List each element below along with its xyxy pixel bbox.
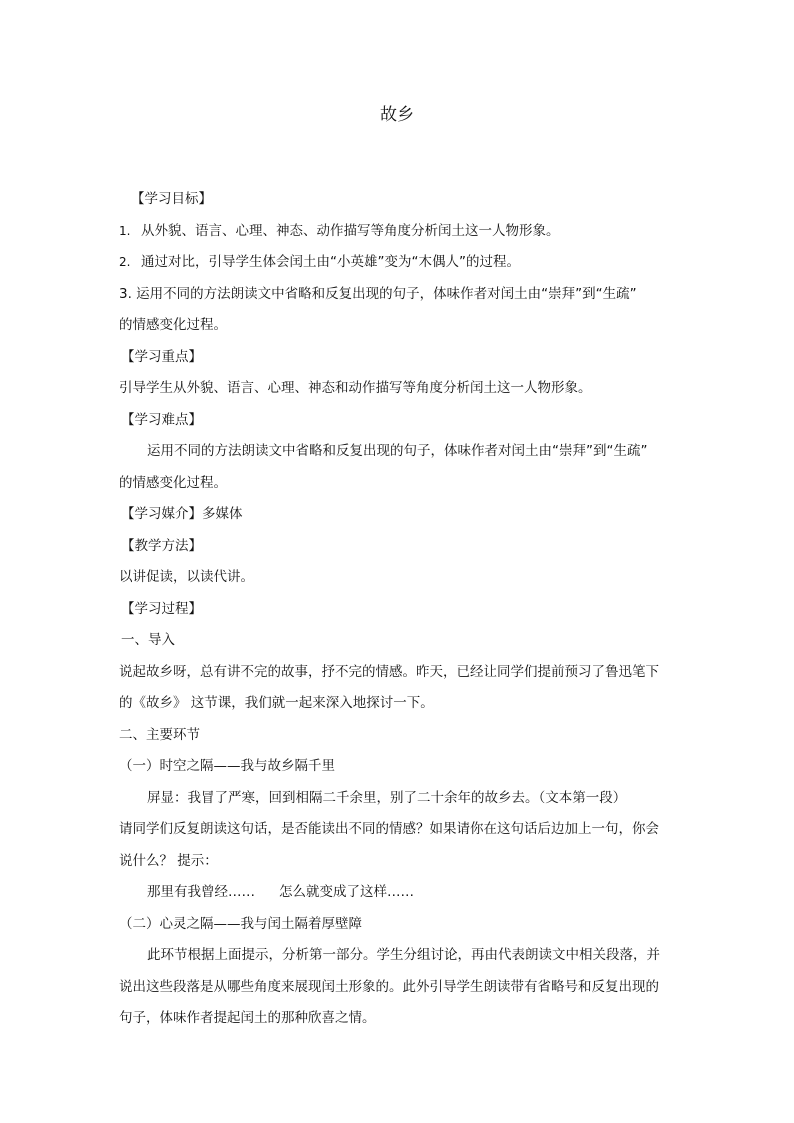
heading-learning-goals: 【学习目标】 <box>131 191 212 207</box>
goal-number: 1. <box>119 223 131 238</box>
subsection-soul-barrier: （二）心灵之隔——我与闰土隔着厚壁障 <box>119 915 362 932</box>
hint-part-2: 怎么就变成了这样…… <box>279 884 414 900</box>
difficulties-text: 运用不同的方法朗读文中省略和反复出现的句子，体味作者对闰土由“崇拜”到“生疏” <box>147 443 648 459</box>
reading-prompt-text: 请同学们反复朗读这句话，是否能读出不同的情感？如果请你在这句话后边加上一句，你会 <box>119 821 659 837</box>
analysis-text-continued-2: 句子，体味作者提起闰土的那种欣喜之情。 <box>119 1010 376 1026</box>
section-introduction: 一、导入 <box>121 632 175 648</box>
goal-item-3: 3. 运用不同的方法朗读文中省略和反复出现的句子，体味作者对闰土由“崇拜”到“生疏” <box>119 285 637 302</box>
goal-item-2 <box>119 247 679 279</box>
introduction-text-continued: 的《故乡》 这节课，我们就一起来深入地探讨一下。 <box>119 695 434 711</box>
reading-prompt-text-continued: 说什么？ 提示： <box>119 852 218 869</box>
key-points-text: 引导学生从外貌、语言、心理、神态和动作描写等角度分析闰土这一人物形象。 <box>119 380 592 396</box>
goal-text: 通过对比，引导学生体会闰土由“小英雄”变为“木偶人”的过程。 <box>141 254 520 270</box>
heading-difficulties: 【学习难点】 <box>121 411 202 428</box>
goal-number: 2. <box>119 255 131 269</box>
goal-text: 从外貌、语言、心理、神态、动作描写等角度分析闰土这一人物形象。 <box>141 222 560 239</box>
subsection-time-space: （一）时空之隔——我与故乡隔千里 <box>119 758 335 774</box>
document-body <box>119 184 679 1035</box>
heading-key-points: 【学习重点】 <box>121 348 202 365</box>
goal-item-1 <box>119 216 679 248</box>
hint-line <box>119 877 679 909</box>
heading-media: 【学习媒介】多媒体 <box>121 506 243 522</box>
analysis-text: 此环节根据上面提示，分析第一部分。学生分组讨论，再由代表朗读文中相关段落，并 <box>147 947 660 963</box>
heading-teaching-methods: 【教学方法】 <box>121 537 202 554</box>
analysis-text-continued-1: 说出这些段落是从哪些角度来展现闰土形象的。此外引导学生朗读带有省略号和反复出现的 <box>119 978 659 995</box>
screen-display-text: 屏显：我冒了严寒，回到相隔二千余里，别了二十余年的故乡去。（文本第一段） <box>147 789 627 806</box>
section-main-steps: 二、主要环节 <box>119 726 200 743</box>
goal-item-3-continued: 的情感变化过程。 <box>119 317 227 333</box>
difficulties-text-continued: 的情感变化过程。 <box>119 474 227 491</box>
introduction-text: 说起故乡呀，总有讲不完的故事，抒不完的情感。昨天，已经让同学们提前预习了鲁迅笔下 <box>119 663 659 680</box>
heading-learning-process: 【学习过程】 <box>121 600 202 617</box>
document-title: 故乡 <box>380 105 414 125</box>
hint-part-1: 那里有我曾经…… <box>147 884 255 900</box>
teaching-methods-text: 以讲促读，以读代讲。 <box>119 569 254 585</box>
